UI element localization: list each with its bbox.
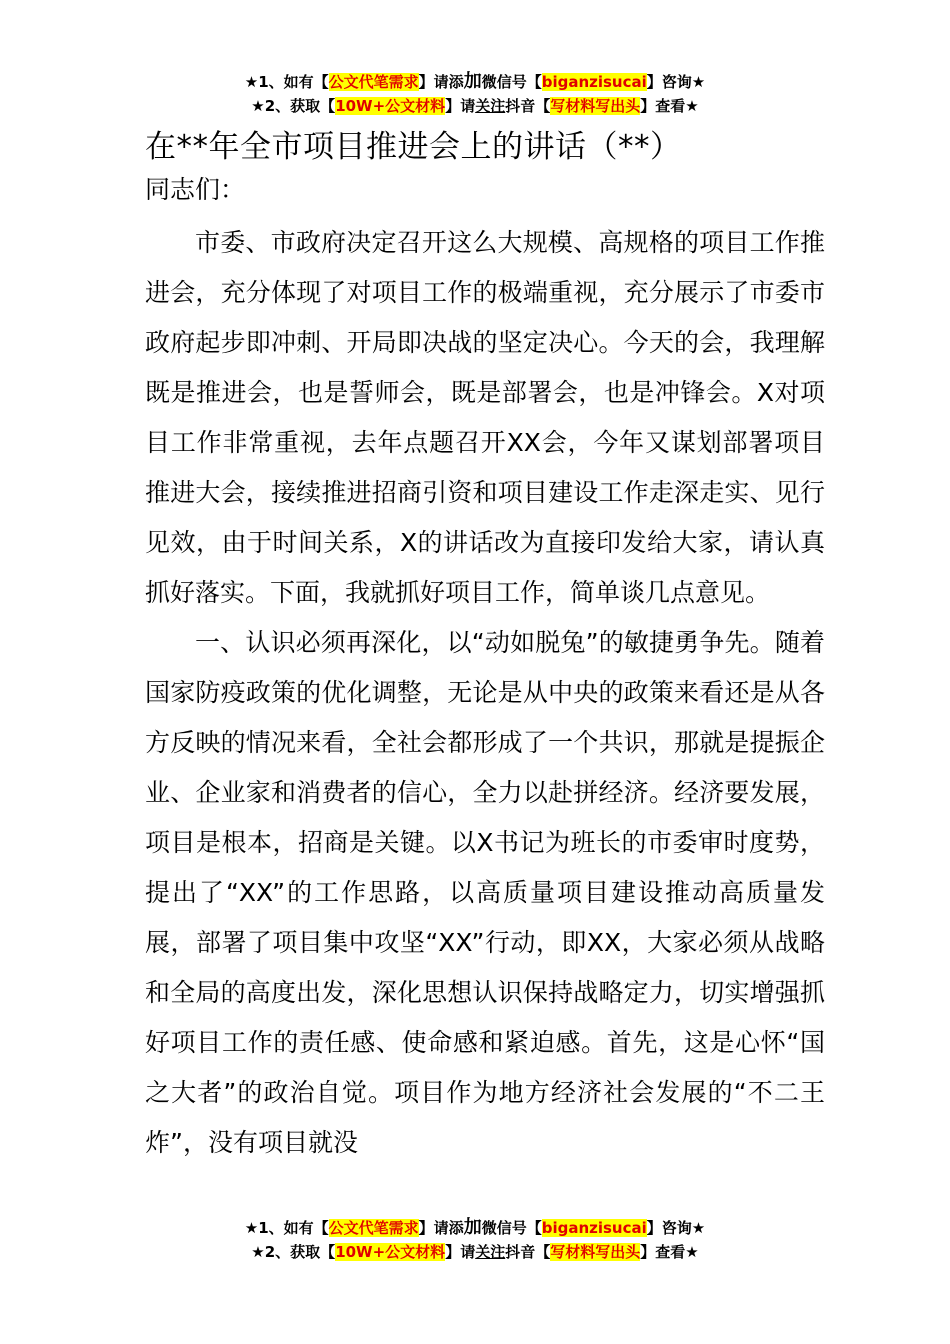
- banner-text: 】请: [445, 97, 476, 115]
- banner-highlight: 公文代笔需求: [328, 73, 419, 91]
- banner-highlight: 公文代笔需求: [328, 1219, 419, 1237]
- banner-highlight: 10W+公文材料: [335, 1243, 446, 1261]
- banner-emphasis: 加: [463, 71, 482, 92]
- banner-text: 】查看★: [640, 1243, 699, 1261]
- paragraph-1: 市委、市政府决定召开这么大规模、高规格的项目工作推进会，充分体现了对项目工作的极端重视，充分展示了市委市政府起步即冲刺、开局即决战的坚定决心。今天的会，我理解既是推进会，也是誓师会，既是部署会，也是冲锋会。X对项目工作非常重视，去年点题召开XX会，今年又谋划部署项目推进大会，接续推进招商引资和项目建设工作走深走实、见行见效，由于时间关系，X的讲话改为直接印发给大家，请认真抓好落实。下面，我就抓好项目工作，简单谈几点意见。: [145, 228, 825, 607]
- document-title: 在**年全市项目推进会上的讲话（**）: [145, 129, 682, 165]
- banner-line-1: [0, 70, 950, 94]
- banner-text: 】请添: [418, 1219, 464, 1237]
- banner-emphasis: 加: [463, 1217, 482, 1238]
- banner-line-2: [0, 1240, 950, 1264]
- banner-text: 】咨询★: [646, 1219, 706, 1237]
- banner-line-1: [0, 1216, 950, 1240]
- banner-text: 】请: [445, 1243, 476, 1261]
- banner-text: 抖音【: [505, 97, 551, 115]
- banner-text: 】请添: [418, 73, 464, 91]
- top-banner: [0, 70, 950, 118]
- paragraph-2: 一、认识必须再深化，以“动如脱兔”的敏捷勇争先。随着国家防疫政策的优化调整，无论是从中央的政策来看还是从各方反映的情况来看，全社会都形成了一个共识，那就是提振企业、企业家和消费者的信心，全力以赴拼经济。经济要发展，项目是根本，招商是关键。以X书记为班长的市委审时度势，提出了“XX”的工作思路，以高质量项目建设推动高质量发展，部署了项目集中攻坚“XX”行动，即XX，大家必须从战略和全局的高度出发，深化思想认识保持战略定力，切实增强抓好项目工作的责任感、使命感和紧迫感。首先，这是心怀“国之大者”的政治自觉。项目作为地方经济社会发展的“不二王炸”，没有项目就没: [145, 628, 825, 1157]
- banner-text: ★2、获取【: [251, 1243, 336, 1261]
- banner-highlight: 写材料写出头: [550, 97, 641, 115]
- banner-text: ★1、如有【: [244, 1219, 329, 1237]
- banner-highlight: 写材料写出头: [550, 1243, 641, 1261]
- bottom-banner: [0, 1216, 950, 1264]
- banner-text: 微信号【: [481, 73, 542, 91]
- banner-highlight: 10W+公文材料: [335, 97, 446, 115]
- banner-text: 微信号【: [481, 1219, 542, 1237]
- banner-line-2: [0, 94, 950, 118]
- banner-text: 抖音【: [505, 1243, 551, 1261]
- document-body: [145, 124, 825, 1168]
- banner-text: ★1、如有【: [244, 73, 329, 91]
- greeting: 同志们：: [145, 175, 246, 204]
- banner-highlight: biganzisucai: [541, 73, 647, 91]
- banner-highlight: biganzisucai: [541, 1219, 647, 1237]
- banner-text: 】咨询★: [646, 73, 706, 91]
- banner-emphasis: 关注: [475, 1243, 506, 1261]
- banner-text: ★2、获取【: [251, 97, 336, 115]
- banner-emphasis: 关注: [475, 97, 506, 115]
- banner-text: 】查看★: [640, 97, 699, 115]
